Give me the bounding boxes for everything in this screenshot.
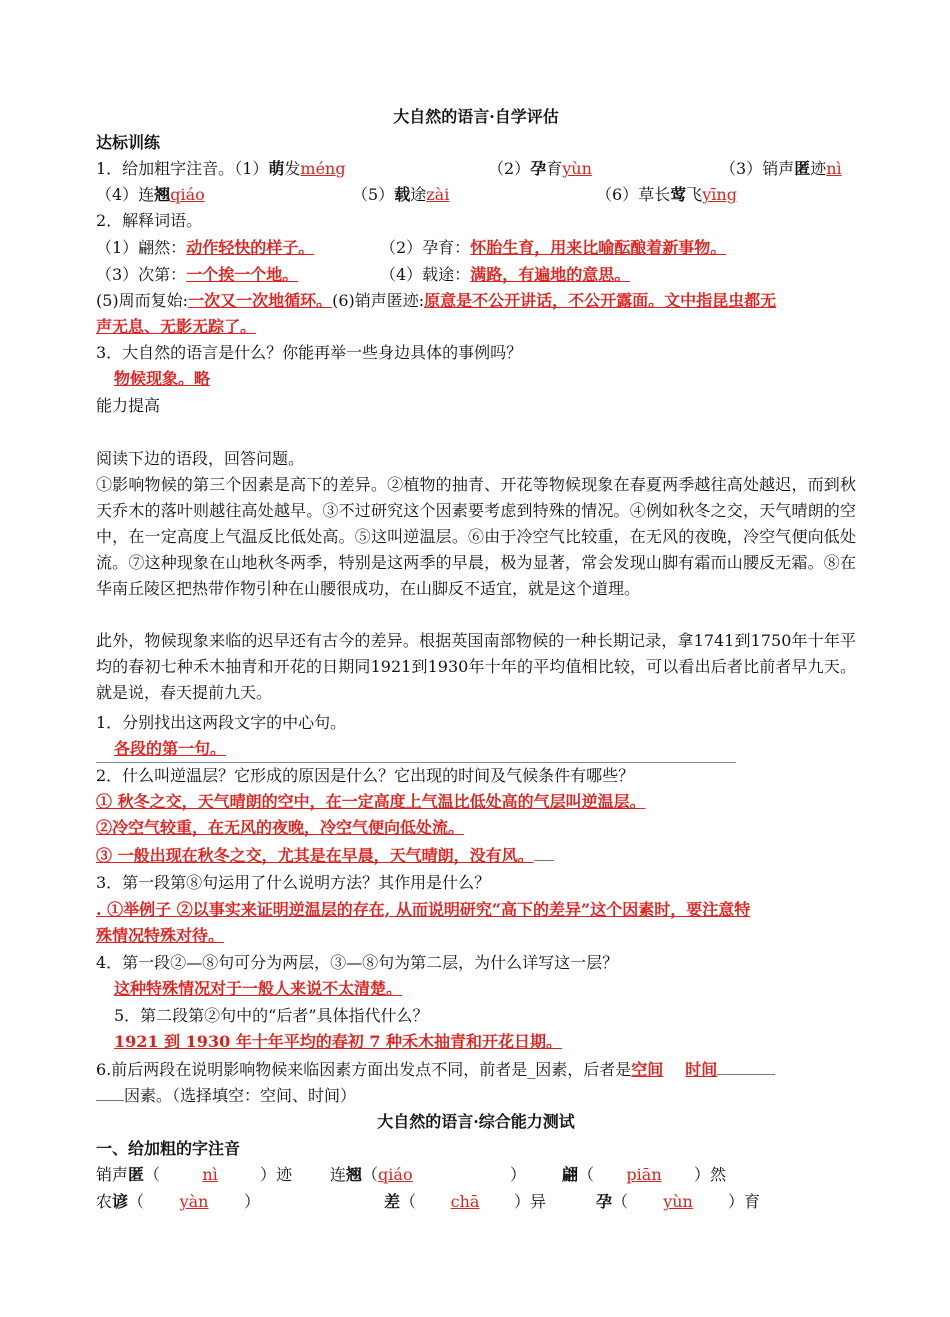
answer-3b: 殊情况特殊对待。 bbox=[96, 926, 225, 945]
definition-answer: 动作轻快的样子。 bbox=[186, 238, 315, 257]
section2-row1: 销声匿（ nì ）迹 连翘（qiáo ） 翩（ piān ）然 bbox=[96, 1162, 856, 1188]
pinyin-answer: yàn bbox=[179, 1192, 209, 1211]
reading-intro: 阅读下边的语段，回答问题。 bbox=[96, 449, 305, 468]
pinyin-answer: qiáo bbox=[170, 185, 205, 204]
q2-row4 bbox=[96, 314, 256, 340]
fill-answer-space: 空间 bbox=[631, 1060, 664, 1079]
answer-1: 各段的第一句。 bbox=[96, 736, 736, 763]
answer-2b: ②冷空气较重，在无风的夜晚，冷空气便向低处流。 bbox=[96, 818, 465, 837]
pinyin-answer: qiáo bbox=[378, 1165, 413, 1184]
section2-row2: 农谚（ yàn ） 差（ chā ）异 孕（ yùn ）育 bbox=[96, 1189, 856, 1215]
q2-row2: （3）次第：一个挨一个地。 （4）载途：满路，有遍地的意思。 bbox=[96, 265, 631, 284]
question-6-cont: 因素。（选择填空：空间、时间） bbox=[96, 1082, 356, 1108]
section2-heading: 一、给加粗的字注音 bbox=[96, 1139, 241, 1158]
section2-title: 大自然的语言·综合能力测试 bbox=[377, 1112, 575, 1131]
pinyin-answer: nì bbox=[202, 1165, 218, 1184]
pinyin-answer: nì bbox=[826, 159, 842, 178]
question-2: 2．什么叫逆温层？它形成的原因是什么？它出现的时间及气候条件有哪些？ bbox=[96, 766, 635, 785]
pinyin-answer: piān bbox=[626, 1165, 662, 1184]
section-title: 大自然的语言·自学评估 bbox=[393, 107, 559, 126]
section-heading: 达标训练 bbox=[96, 133, 161, 152]
pinyin-answer: yùn bbox=[663, 1192, 693, 1211]
definition-answer: 一次又一次地循环。 bbox=[188, 291, 333, 310]
reading-paragraph-2: 此外，物候现象来临的迟早还有古今的差异。根据英国南部物候的一种长期记录，拿1741到1750年十年平均的春初七种禾木抽青和开花的日期同1921到1930年十年的平均值相比较，可以看出后者比前者早九天。就是说，春天提前九天。 bbox=[96, 631, 856, 702]
q3-prompt: 3．大自然的语言是什么？你能再举一些身边具体的事例吗？ bbox=[96, 343, 523, 362]
definition-answer: 满路，有遍地的意思。 bbox=[470, 265, 631, 284]
question-6: 6.前后两段在说明影响物候来临因素方面出发点不同，前者是_因素，后者是空间 时间 bbox=[96, 1056, 856, 1082]
q1-prompt: 1．给加粗字注音。 bbox=[96, 159, 235, 178]
pinyin-answer: méng bbox=[300, 159, 346, 178]
answer-4: 这种特殊情况对于一般人来说不太清楚。 bbox=[114, 979, 403, 998]
answer-5: 1921 到 1930 年十年平均的春初 7 种禾木抽青和开花日期。 bbox=[114, 1032, 563, 1051]
question-4: 4．第一段②—⑧句可分为两层，③—⑧句为第二层，为什么详写这一层？ bbox=[96, 953, 619, 972]
question-3: 3．第一段第⑧句运用了什么说明方法？其作用是什么？ bbox=[96, 873, 491, 892]
reading-paragraph-1: ①影响物候的第三个因素是高下的差异。②植物的抽青、开花等物候现象在春夏两季越往高处越迟，而到秋天乔木的落叶则越往高处越早。③不过研究这个因素要考虑到特殊的情况。④例如秋冬之交，天气晴朗的空中，在一定高度上气温反比低处高。⑤这叫逆温层。⑥由于冷空气比较重，在无风的夜晚，冷空气便向低处流。⑦这种现象在山地秋冬两季，特别是这两季的早晨，极为显著，常会发现山脚有霜而山腰反无霜。⑧在华南丘陵区把热带作物引种在山腰很成功，在山脚反不适宜，就是这个道理。 bbox=[96, 475, 856, 598]
question-5: 5．第二段第②句中的“后者”具体指代什么？ bbox=[114, 1006, 429, 1025]
answer-3a: . ①举例子 ②以事实来证明逆温层的存在, 从而说明研究“高下的差异”这个因素时，要注意特 bbox=[96, 900, 751, 919]
q2-row1: （1）翩然：动作轻快的样子。 （2）孕育：怀胎生育，用来比喻酝酿着新事物。 bbox=[96, 238, 727, 257]
q1-row2: （4）连翘qiáo （5）载途zài （6）草长莺飞yīng bbox=[96, 185, 737, 204]
answer-2a: ① 秋冬之交，天气晴朗的空中，在一定高度上气温比低处高的气层叫逆温层。 bbox=[96, 792, 646, 811]
pinyin-answer: yīng bbox=[702, 185, 737, 204]
answer-2c: ③ 一般出现在秋冬之交，尤其是在早晨，天气晴朗，没有风。 bbox=[96, 842, 554, 868]
q2-row3: (5)周而复始:一次又一次地循环。(6)销声匿迹:原意是不公开讲话，不公开露面。文中指昆虫都无 bbox=[96, 291, 777, 310]
question-1: 1．分别找出这两段文字的中心句。 bbox=[96, 713, 347, 732]
pinyin-answer: zài bbox=[426, 185, 450, 204]
definition-answer: 原意是不公开讲话，不公开露面。文中指昆虫都无 bbox=[424, 291, 777, 310]
definition-answer: 声无息、无影无踪了。 bbox=[96, 317, 257, 336]
pinyin-answer: yùn bbox=[562, 159, 592, 178]
q1-row1: 1．给加粗字注音。（1）萌发méng （2）孕育yùn （3）销声匿迹nì bbox=[96, 159, 842, 178]
definition-answer: 怀胎生育，用来比喻酝酿着新事物。 bbox=[470, 238, 727, 257]
fill-answer-time: 时间 bbox=[685, 1060, 718, 1079]
subheading: 能力提高 bbox=[96, 396, 161, 415]
pinyin-answer: chā bbox=[450, 1192, 480, 1211]
q3-answer: 物候现象。略 bbox=[114, 369, 211, 388]
q2-prompt: 2．解释词语。 bbox=[96, 211, 203, 230]
definition-answer: 一个挨一个地。 bbox=[186, 265, 299, 284]
